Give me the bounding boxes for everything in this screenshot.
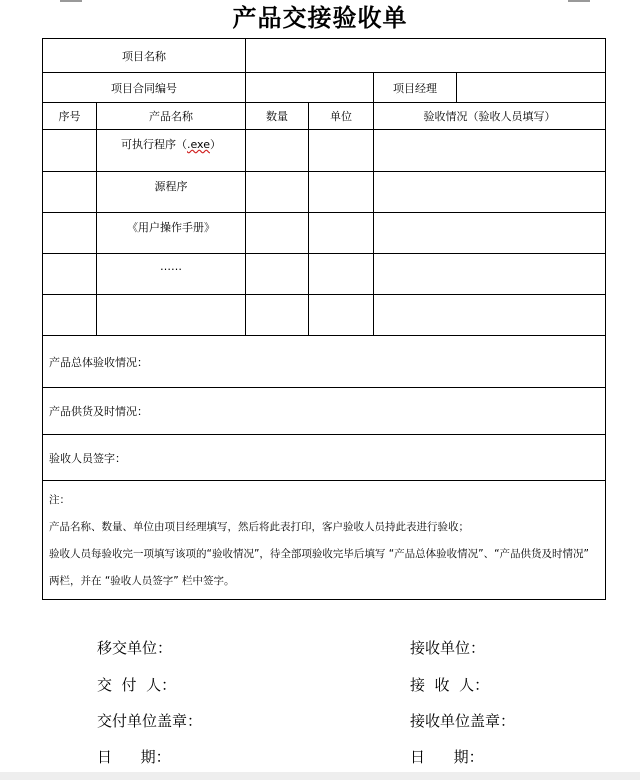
receiving-date-label: 日 期： <box>410 748 484 766</box>
item-row <box>43 172 606 213</box>
header-row <box>43 103 606 130</box>
item-row <box>43 130 606 172</box>
transfer-seal-label: 交付单位盖章： <box>97 712 203 730</box>
item-inspection-cell[interactable] <box>374 130 606 172</box>
project-manager-value[interactable] <box>457 73 606 103</box>
page-title: 产品交接验收单 <box>232 3 408 32</box>
note-line: 验收人员每验收完一项填写该项的“验收情况”，待全部项验收完毕后填写 “产品总体验收情况”、“产品供货及时情况” <box>49 548 589 560</box>
item-inspection-cell[interactable] <box>374 295 606 336</box>
notes-block <box>43 481 606 600</box>
transfer-date-label: 日 期： <box>97 748 171 766</box>
supply-timeliness-field[interactable]: 产品供货及时情况： <box>43 388 606 435</box>
header-quantity: 数量 <box>246 103 309 130</box>
header-inspection: 验收情况（验收人员填写） <box>374 103 606 130</box>
receiving-seal-label: 接收单位盖章： <box>410 712 516 730</box>
project-contract-value[interactable] <box>246 73 374 103</box>
header-unit: 单位 <box>309 103 374 130</box>
overall-row <box>43 336 606 388</box>
project-name-value[interactable] <box>246 39 606 73</box>
page-bottom-edge <box>0 772 640 780</box>
project-name-label: 项目名称 <box>43 39 246 73</box>
item-product-name[interactable]: 源程序 <box>97 172 246 213</box>
item-inspection-cell[interactable] <box>374 213 606 254</box>
item-row <box>43 295 606 336</box>
item-seq-cell[interactable] <box>43 295 97 336</box>
signature-row <box>43 435 606 481</box>
contract-row <box>43 73 606 103</box>
item-row <box>43 254 606 295</box>
item-quantity-cell[interactable] <box>246 254 309 295</box>
item-inspection-cell[interactable] <box>374 254 606 295</box>
item-seq-cell[interactable] <box>43 172 97 213</box>
item-product-name[interactable]: 可执行程序（.exe） <box>97 130 246 172</box>
item-product-name[interactable]: 《用户操作手册》 <box>97 213 246 254</box>
notes-row <box>43 481 606 600</box>
header-seq: 序号 <box>43 103 97 130</box>
receiver-label: 接 收 人： <box>410 676 490 694</box>
item-unit-cell[interactable] <box>309 130 374 172</box>
inspector-signature-field[interactable]: 验收人员签字： <box>43 435 606 481</box>
note-line: 产品名称、数量、单位由项目经理填写，然后将此表打印，客户验收人员持此表进行验收； <box>49 521 469 533</box>
transfer-unit-label: 移交单位： <box>97 639 173 657</box>
item-product-name[interactable]: …… <box>97 254 246 295</box>
supply-row <box>43 388 606 435</box>
item-unit-cell[interactable] <box>309 254 374 295</box>
deliverer-label: 交 付 人： <box>97 676 177 694</box>
item-quantity-cell[interactable] <box>246 130 309 172</box>
note-line: 注： <box>49 494 70 506</box>
header-product-name: 产品名称 <box>97 103 246 130</box>
item-quantity-cell[interactable] <box>246 295 309 336</box>
item-inspection-cell[interactable] <box>374 172 606 213</box>
receiving-unit-label: 接收单位： <box>410 639 486 657</box>
item-unit-cell[interactable] <box>309 295 374 336</box>
item-quantity-cell[interactable] <box>246 213 309 254</box>
project-manager-label: 项目经理 <box>374 73 457 103</box>
item-unit-cell[interactable] <box>309 172 374 213</box>
project-name-row <box>43 39 606 73</box>
overall-inspection-field[interactable]: 产品总体验收情况： <box>43 336 606 388</box>
item-product-name[interactable] <box>97 295 246 336</box>
item-seq-cell[interactable] <box>43 130 97 172</box>
item-seq-cell[interactable] <box>43 254 97 295</box>
project-contract-label: 项目合同编号 <box>43 73 246 103</box>
acceptance-form-table <box>42 38 606 600</box>
item-seq-cell[interactable] <box>43 213 97 254</box>
item-row <box>43 213 606 254</box>
note-line: 两栏，并在 “验收人员签字” 栏中签字。 <box>49 575 235 587</box>
item-unit-cell[interactable] <box>309 213 374 254</box>
item-quantity-cell[interactable] <box>246 172 309 213</box>
